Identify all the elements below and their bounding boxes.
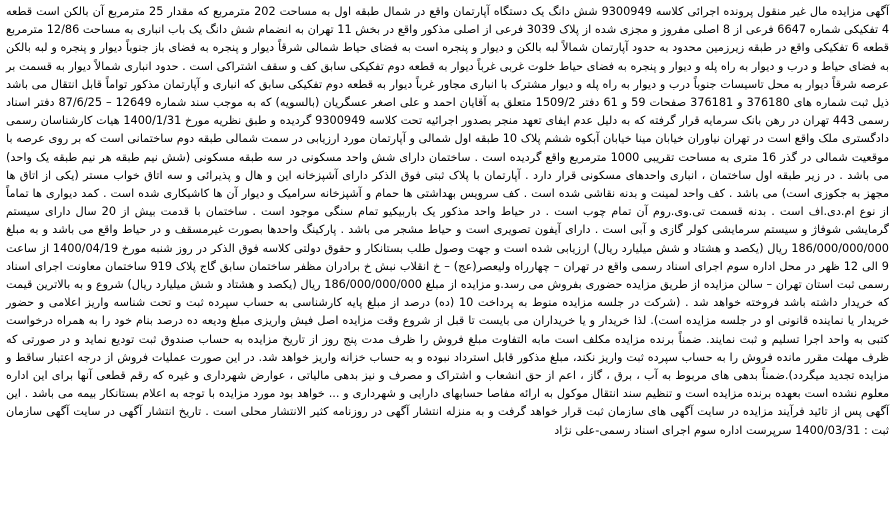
auction-notice-text: آگهی مزایده مال غیر منقول پرونده اجرائی کلاسه 9300949 شش دانگ یک دستگاه آپارتمان واقع در شمال طبقه اول به مساحت 202 مترمربع که مقدار 25 مترمربع آن بالکن است قطعه 4 تفکیکی شماره 6647 فرعی از 8 اصلی مفروز و مجزی شده از پلاک 3039 فرعی از اصلی مذکور واقع در بخش 11 تهران به انضمام شش دانگ یک باب انباری به مساحت 12/86 مترمربع قطعه 6 تفکیکی واقع در طبقه زیرزمین محدود به حدود آپارتمان شمالاً لبه بالکن و دیوار و پنجره است به فضای حیاط شمالی شرقاً دیوار و پنجره به فضای باز جنوباً دیوار و پنجره و لبه بالکن به فضای حیاط و درب و دیوار به راه پله و دیوار و پنجره به فضای حیاط خلوت غربی غرباً دیوار به قطعه دوم تفکیکی سابق کف و سقف اشتراکی است . حدود انباری شمالاً دیوار به قسمت بر عرصه شرقاً دیوار به محل تاسیسات جنوباً درب و دیوار به راه پله و دیوار مشترک با انباری مجاور غرباً دیوار به قطعه دوم تفکیکی سابق که انباری و آپارتمان مذکور تواماً قابل انتقال می باشد ذیل ثبت شماره های 376180 و 376181 صفحات 59 و 61 دفتر 1509/2 متعلق به آقایان احمد و علی اصغر عسگریان (بالسویه) که به موجب سند شماره 12649 – 87/6/25 دفتر اسناد رسمی 443 تهران در رهن بانک سرمایه قرار گرفته که به دلیل عدم ایفای تعهد منجر بصدور اجرائیه تحت کلاسه 9300949 گردیده و طبق نظریه مورخ 1400/1/31 هیات کارشناسان رسمی دادگستری ملک واقع است در تهران نیاوران خیابان مینا خیابان آبکوه ششم پلاک 10 طبقه اول شمالی و آپارتمان مورد ارزیابی در سمت شمالی طبقه دوم ساختمانی است که بر روی عرصه با موقعیت شمالی در گذر 16 متری به مساحت تقریبی 1000 مترمربع واقع گردیده است . ساختمان دارای شش واحد مسکونی در سه طبقه مسکونی (شش نیم طبقه هر نیم طبقه یک واحد) می باشد . در زیر طبقه اول ساختمان ، انباری واحدهای مسکونی قرار دارد . آپارتمان با پلاک ثبتی فوق الذکر دارای آشپزخانه این و هال و پذیرائی و سه اتاق خواب مستر (یکی از اتاق ها مجهز به جکوزی است) می باشد . کف واحد لمینت و بدنه نقاشی شده است . کف سرویس بهداشتی ها حمام و آشپزخانه سرامیک و دیوار آن ها کاشیکاری شده است . کمد دیواری ها تماماً از نوع ام.دی.اف است . بدنه قسمت تی.وی.روم آن تمام چوب است . در حیاط واحد مذکور یک باربیکیو تمام سنگی موجود است . ساختمان با قدمت بیش از 20 سال دارای سیستم گرمایشی شوفاژ و سیستم سرمایشی کولر گازی و آبی است . دارای آیفون تصویری است و حیاط مشجر می باشد . پارکینگ واحدها بصورت غیرمسقف و در حیاط واقع می باشد و به مبلغ 186/000/000/000 ریال (یکصد و هشتاد و شش میلیارد ریال) ارزیابی شده است و جهت وصول طلب بستانکار و حقوق دولتی کلاسه فوق الذکر در روز شنبه مورخ 1400/04/19 از ساعت 9 الی 12 ظهر در محل اداره سوم اجرای اسناد رسمی واقع در تهران – چهارراه ولیعصر(عج) – خ انقلاب نبش خ برادران مظفر ساختمان سابق گاج پلاک 919 ساختمان معاونت اجرای اسناد رسمی ثبت استان تهران – سالن مزایده از طریق مزایده حضوری بفروش می رسد.و مزایده از مبلغ 186/000/000/000 ریال (یکصد و هشتاد و شش میلیارد ریال) شروع و به بالاترین قیمت که خریدار داشته باشد فروخته خواهد شد . (شرکت در جلسه مزایده منوط به پرداخت 10 (ده) درصد از مبلغ پایه کارشناسی به حساب سپرده ثبت و تحت شناسه واریز اعلامی و حضور خریدار یا نماینده قانونی او در جلسه مزایده است). لذا خریدار و یا خریداران می بایست تا قبل از شروع وقت مزایده اصل فیش واریزی مبلغ ودیعه ده درصد بنام خود را به همراه درخواست کتبی به واحد اجرا تسلیم و ثبت نمایند. ضمناً برنده مزایده مکلف است مابه التفاوت مبلغ فروش را ظرف مدت پنج روز از تاریخ مزایده به حساب صندوق ثبت تودیع نماید و در صورتی که ظرف مهلت مقرر مانده فروش را به حساب سپرده ثبت واریز نکند، مبلغ مذکور قابل استرداد نبوده و به حساب خزانه واریز خواهد شد. در این صورت عملیات فروش از درجه اعتبار ساقط و مزایده تجدید میگردد).ضمناً بدهی های مربوط به آب ، برق ، گاز ، اعم از حق انشعاب و اشتراک و مصرف و نیز بدهی مالیاتی ، عوارض شهرداری و غیره که رقم قطعی آنها برای این اداره معلوم نشده است بعهده برنده مزایده است و تنظیم سند انتقال موکول به ارائه مفاصا حسابهای دارایی و شهرداری و ... خواهد بود مورد مزایده با توجه به اعلام بستانکار بیمه می باشد . این آگهی پس از تائید فرآیند مزایده در سایت آگهی های سازمان ثبت قرار خواهد گرفت و به منزله انتشار آگهی در روزنامه کثیر الانتشار محلی است . تاریخ انتشار آگهی در سایت آگهی سازمان ثبت : 1400/03/31 سرپرست اداره سوم اجرای اسناد رسمی-علی نژاد bbox=[6, 5, 890, 437]
